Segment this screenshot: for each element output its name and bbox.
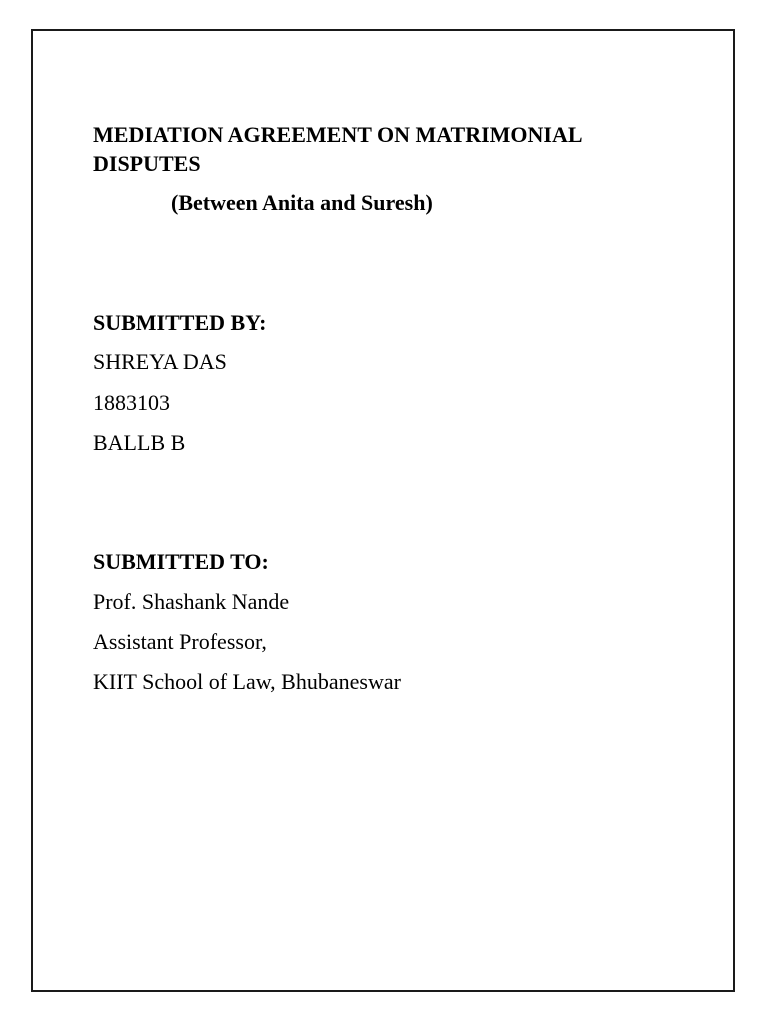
recipient-designation: Assistant Professor, [93, 629, 267, 654]
submitted-by-heading: SUBMITTED BY: [93, 310, 267, 335]
document-title: MEDIATION AGREEMENT ON MATRIMONIAL DISPUTES [93, 122, 582, 176]
document-subtitle: (Between Anita and Suresh) [171, 190, 433, 215]
submitter-name: SHREYA DAS [93, 349, 227, 374]
recipient-institution: KIIT School of Law, Bhubaneswar [93, 669, 401, 694]
submitter-class-section: BALLB B [93, 430, 186, 455]
submitted-to-heading: SUBMITTED TO: [93, 549, 269, 574]
submitter-roll-number: 1883103 [93, 390, 170, 415]
recipient-name: Prof. Shashank Nande [93, 589, 290, 614]
